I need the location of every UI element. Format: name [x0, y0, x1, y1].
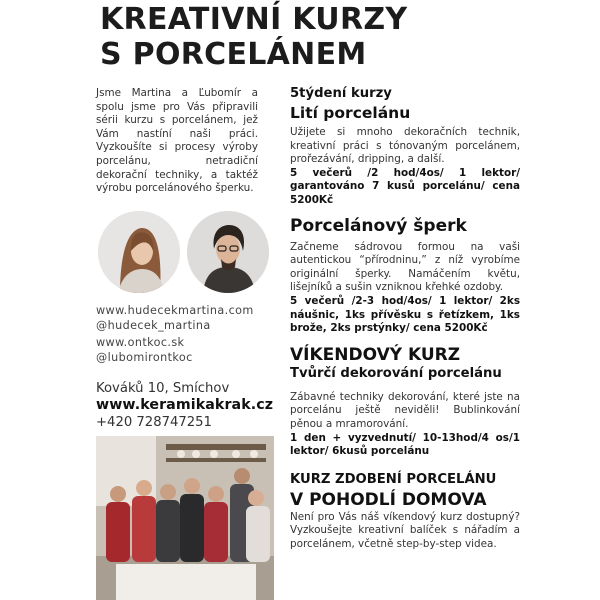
- lubomir-portrait-icon: [187, 211, 269, 293]
- martina-instagram-handle[interactable]: @hudecek_martina: [96, 318, 211, 332]
- course-casting-description: Užijete si mnoho dekoračních technik, kreativní práci s tónovaným porcelánem, prořezávání, dripping, a další.: [290, 126, 520, 166]
- lubomir-instagram-handle[interactable]: @lubomirontkoc: [96, 350, 193, 364]
- studio-website-link[interactable]: www.keramikakrak.cz: [96, 397, 274, 413]
- lubomir-contacts: [96, 336, 193, 365]
- title-line-2: S PORCELÁNEM: [100, 37, 367, 72]
- poster-title: [100, 2, 407, 72]
- course-jewelry-title: Porcelánový šperk: [290, 215, 467, 236]
- lubomir-website-link[interactable]: www.ontkoc.sk: [96, 336, 185, 349]
- course-home-description: Není pro Vás náš víkendový kurz dostupný? Vyzkoušejte kreativní balíček s nářadím a porcelánem, včetně step-by-step videa.: [290, 510, 520, 550]
- course-casting-title: Lití porcelánu: [290, 104, 411, 122]
- course-weekend-description: Zábavné techniky dekorování, které jste na porcelánu ještě neviděli! Bublinkování pěnou a mramorování.: [290, 390, 520, 430]
- group-photo: [96, 436, 274, 600]
- course-jewelry-details: 5 večerů /2-3 hod/4os/ 1 lektor/ 2ks náušnic, 1ks přívěsku s řetízkem, 1ks brože, 2ks prstýnky/ cena 5200Kč: [290, 294, 520, 335]
- course-weekend-subtitle: Tvůrčí dekorování porcelánu: [290, 365, 502, 381]
- course-jewelry-description: Začneme sádrovou formou na vaši autentickou “přírodninu,” z níž vyrobíme originální šperky. Namáčením květu, lišejníků a sušin vzniknou křehké ozdoby.: [290, 240, 520, 294]
- intro-paragraph: Jsme Martina a Ľubomír a spolu jsme pro Vás připravili sérii kurzu s porcelánem, jež Vám nastíní naši práci. Vyzkoušíte si procesy výroby porcelánu, netradiční dekorační techniky, a taktéž výrobu porcelánového šperku.: [96, 87, 258, 195]
- course-weekend-details: 1 den + vyzvednutí/ 10-13hod/4 os/1 lektor/ 6kusů porcelánu: [290, 431, 520, 458]
- course-jewelry: [290, 216, 520, 336]
- course-home-kicker: KURZ ZDOBENÍ PORCELÁNU: [290, 471, 497, 487]
- martina-portrait-icon: [98, 211, 180, 293]
- courses-column: [290, 86, 520, 551]
- course-weekend: [290, 345, 520, 459]
- lubomir-avatar: [187, 211, 269, 293]
- course-home-title: V POHODLÍ DOMOVA: [290, 489, 487, 510]
- phone-number[interactable]: +420 728747251: [96, 415, 212, 430]
- street-address: Kováků 10, Smíchov: [96, 381, 230, 396]
- course-casting: [290, 86, 520, 208]
- course-home: [290, 472, 520, 552]
- course-weekend-title: VÍKENDOVÝ KURZ: [290, 344, 461, 365]
- martina-contacts: [96, 304, 254, 333]
- martina-avatar: [98, 211, 180, 293]
- title-line-1: KREATIVNÍ KURZY: [100, 2, 408, 37]
- workshop-group-photo-icon: [96, 436, 274, 600]
- course-casting-details: 5 večerů /2 hod/4os/ 1 lektor/ garantováno 7 kusů porcelánu/ cena 5200Kč: [290, 166, 520, 206]
- course-casting-kicker: 5týdení kurzy: [290, 86, 392, 101]
- studio-address: [96, 380, 273, 431]
- martina-website-link[interactable]: www.hudecekmartina.com: [96, 304, 254, 317]
